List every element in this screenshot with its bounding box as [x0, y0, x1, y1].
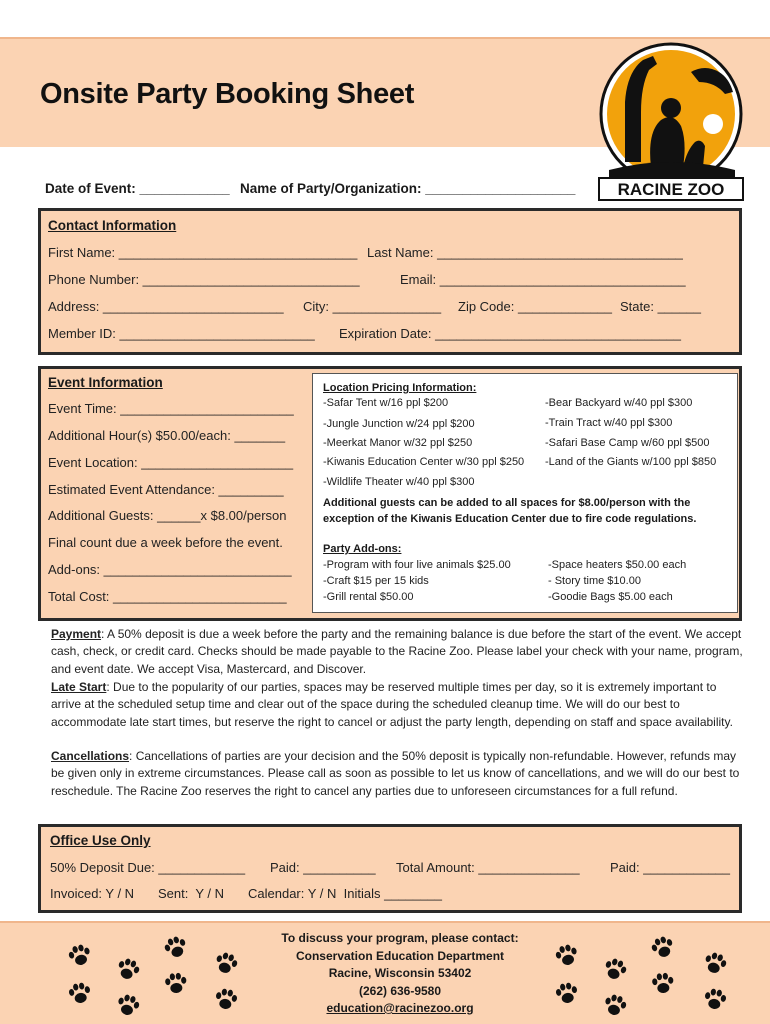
contact-heading: Contact Information [48, 218, 177, 233]
contact-location: Racine, Wisconsin 53402 [328, 966, 472, 980]
addon-item: -Craft $15 per 15 kids [323, 575, 429, 587]
city-field[interactable]: City: _______________ [303, 299, 442, 314]
expiration-date-field[interactable]: Expiration Date: __________________________________ [339, 326, 681, 341]
pricing-item: -Bear Backyard w/40 ppl $300 [545, 397, 693, 409]
contact-intro: To discuss your program, please contact: [281, 931, 519, 945]
pricing-item: -Safar Tent w/16 ppl $200 [323, 397, 449, 409]
party-name-field[interactable]: Name of Party/Organization: ____________________ [240, 181, 576, 196]
addons-field[interactable]: Add-ons: __________________________ [48, 562, 292, 577]
deposit-paid-field[interactable]: Paid: __________ [270, 860, 376, 875]
paw-print-icon [553, 980, 581, 1008]
final-count-note: Final count due a week before the event. [48, 535, 283, 550]
late-start-label: Late Start [51, 680, 107, 694]
payment-label: Payment [51, 627, 102, 641]
addon-item: -Grill rental $50.00 [323, 591, 414, 603]
estimated-attendance-field[interactable]: Estimated Event Attendance: _________ [48, 482, 284, 497]
sent-field[interactable]: Sent: Y / N [158, 886, 225, 901]
address-field[interactable]: Address: _________________________ [48, 299, 284, 314]
addon-item: -Goodie Bags $5.00 each [548, 591, 673, 603]
total-cost-field[interactable]: Total Cost: ________________________ [48, 589, 287, 604]
payment-policy [51, 626, 747, 678]
member-id-field[interactable]: Member ID: ___________________________ [48, 326, 315, 341]
additional-guests-note-2: exception of the Kiwanis Education Center due to fire code regulations. [323, 513, 697, 525]
logo-text: RACINE ZOO [617, 180, 725, 199]
paw-print-icon [66, 980, 94, 1008]
pricing-item: -Jungle Junction w/24 ppl $200 [323, 418, 475, 430]
addon-item: -Space heaters $50.00 each [548, 559, 687, 571]
pricing-item: -Kiwanis Education Center w/30 ppl $250 [323, 456, 525, 468]
office-use-heading: Office Use Only [50, 833, 151, 848]
pricing-item: -Land of the Giants w/100 ppl $850 [545, 456, 717, 468]
event-location-field[interactable]: Event Location: _____________________ [48, 455, 294, 470]
state-field[interactable]: State: ______ [620, 299, 701, 314]
cancellations-label: Cancellations [51, 749, 130, 763]
invoiced-field[interactable]: Invoiced: Y / N [50, 886, 135, 901]
payment-text: : A 50% deposit is due a week before the party and the remaining balance is due before the start of the event. We accept cash, check, or credit card. Checks should be made payable to the Racine Zoo. Please label your check with your name, program, and event date. We accept Visa, Mastercard, and Discover. [51, 627, 743, 676]
paw-print-icon [212, 986, 240, 1014]
event-time-field[interactable]: Event Time: ________________________ [48, 401, 294, 416]
paw-print-icon [701, 986, 729, 1014]
phone-number-field[interactable]: Phone Number: ______________________________ [48, 272, 360, 287]
event-heading: Event Information [48, 375, 163, 390]
party-addons-heading: Party Add-ons: [323, 543, 402, 555]
cancellations-text: : Cancellations of parties are your decision and the 50% deposit is typically non-refundable. However, refunds may be given only in extreme circumstances. Please call as soon as possible to let us know of cancellations, and we will do our best to reschedule. The Racine Zoo reserves the right to cancel any parties due to unforeseen circumstances for a full refund. [51, 749, 740, 798]
contact-department: Conservation Education Department [295, 949, 505, 963]
total-paid-field[interactable]: Paid: ____________ [610, 860, 731, 875]
contact-email-link[interactable]: education@racinezoo.org [326, 1001, 474, 1015]
zip-code-field[interactable]: Zip Code: _____________ [458, 299, 612, 314]
deposit-due-field[interactable]: 50% Deposit Due: ____________ [50, 860, 246, 875]
late-start-policy [51, 679, 747, 731]
pricing-heading: Location Pricing Information: [323, 382, 477, 394]
racine-zoo-logo [595, 42, 747, 204]
additional-guests-field[interactable]: Additional Guests: ______x $8.00/person [48, 508, 287, 523]
total-amount-field[interactable]: Total Amount: ______________ [396, 860, 580, 875]
pricing-item: -Safari Base Camp w/60 ppl $500 [545, 437, 710, 449]
date-of-event-field[interactable]: Date of Event: ____________ [45, 181, 230, 196]
addon-item: - Story time $10.00 [548, 575, 641, 587]
paw-print-icon [650, 971, 676, 997]
pricing-item: -Train Tract w/40 ppl $300 [545, 417, 673, 429]
contact-phone: (262) 636-9580 [358, 984, 442, 998]
late-start-text: : Due to the popularity of our parties, spaces may be reserved multiple times per day, so it is extremely important to arrive at the scheduled setup time and clear out of the space during the scheduled cleanup time. We will do our best to accommodate late start times, but reserve the right to cancel or adjust the party length, depending on staff and space availability. [51, 680, 733, 729]
last-name-field[interactable]: Last Name: __________________________________ [367, 245, 683, 260]
calendar-initials-field[interactable]: Calendar: Y / N Initials ________ [248, 886, 442, 901]
pricing-item: -Meerkat Manor w/32 ppl $250 [323, 437, 473, 449]
first-name-field[interactable]: First Name: _________________________________ [48, 245, 358, 260]
addon-item: -Program with four live animals $25.00 [323, 559, 511, 571]
cancellations-policy [51, 748, 747, 800]
additional-hours-field[interactable]: Additional Hour(s) $50.00/each: _______ [48, 428, 286, 443]
page-title: Onsite Party Booking Sheet [40, 78, 415, 110]
paw-print-icon [163, 971, 189, 997]
additional-guests-note: Additional guests can be added to all spaces for $8.00/person with the [323, 497, 691, 509]
pricing-item: -Wildlife Theater w/40 ppl $300 [323, 476, 475, 488]
email-field[interactable]: Email: __________________________________ [400, 272, 686, 287]
